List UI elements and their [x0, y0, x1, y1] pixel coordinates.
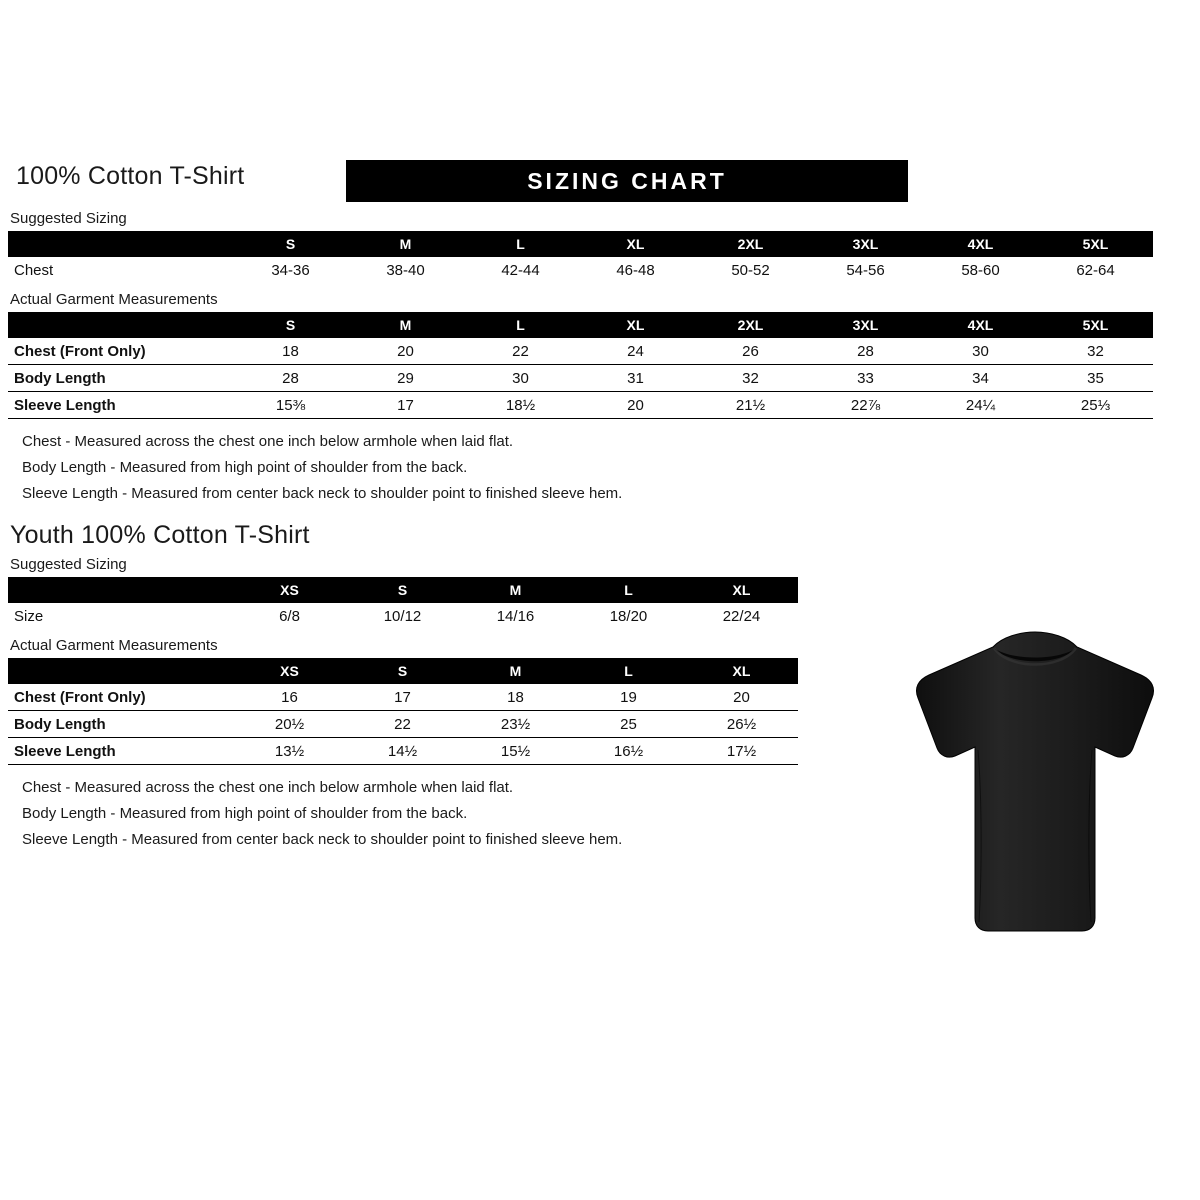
column-header [8, 577, 233, 603]
table-cell: 38-40 [348, 257, 463, 283]
column-header: S [285, 236, 296, 252]
column-header: 3XL [852, 317, 879, 333]
table-header-row [8, 312, 1153, 338]
column-header: XL [626, 317, 645, 333]
table-cell: 34 [923, 365, 1038, 392]
table-cell: 54-56 [808, 257, 923, 283]
table-cell: 58-60 [923, 257, 1038, 283]
sizing-chart-banner [346, 160, 908, 202]
column-header: XL [732, 663, 751, 679]
table-cell: 29 [348, 365, 463, 392]
column-header: L [624, 663, 633, 679]
adult-suggested-sizing-label: Suggested Sizing [10, 210, 127, 227]
table-header-row [8, 231, 1153, 257]
table-cell: 31 [578, 365, 693, 392]
table-cell: 20½ [233, 711, 346, 738]
table-cell: 50-52 [693, 257, 808, 283]
table-cell: 35 [1038, 365, 1153, 392]
table-cell: 18½ [463, 392, 578, 419]
table-cell: 14/16 [459, 603, 572, 629]
note-chest: Chest - Measured across the chest one inch below armhole when laid flat. [22, 433, 514, 450]
tshirt-image [890, 630, 1180, 950]
table-row [8, 738, 798, 765]
table-cell: 33 [808, 365, 923, 392]
table-cell: 46-48 [578, 257, 693, 283]
table-row [8, 392, 1153, 419]
column-header: 3XL [852, 236, 879, 252]
table-cell: 24¼ [923, 392, 1038, 419]
table-cell: 26½ [685, 711, 798, 738]
youth-suggested-sizing-label: Suggested Sizing [10, 556, 127, 573]
note-body-length: Body Length - Measured from high point of shoulder from the back. [22, 459, 468, 476]
row-label: Body Length [8, 365, 233, 392]
table-cell: 30 [923, 338, 1038, 365]
black-tshirt-illustration [890, 630, 1180, 950]
table-row [8, 365, 1153, 392]
table-cell: 23½ [459, 711, 572, 738]
row-label: Chest (Front Only) [8, 338, 233, 365]
table-cell: 32 [1038, 338, 1153, 365]
youth-section-title: Youth 100% Cotton T-Shirt [10, 521, 310, 549]
adult-measurements-label: Actual Garment Measurements [10, 291, 218, 308]
table-cell: 10/12 [346, 603, 459, 629]
column-header: 2XL [737, 317, 764, 333]
column-header: L [624, 582, 633, 598]
table-cell: 20 [348, 338, 463, 365]
table-cell: 15½ [459, 738, 572, 765]
note-body-length: Body Length - Measured from high point of shoulder from the back. [22, 805, 468, 822]
page-title: 100% Cotton T-Shirt [16, 162, 245, 190]
column-header: M [399, 236, 412, 252]
column-header: 5XL [1082, 317, 1109, 333]
column-header: 4XL [967, 317, 994, 333]
youth-suggested-sizing-table [8, 577, 798, 629]
note-sleeve-length: Sleeve Length - Measured from center back neck to shoulder point to finished sleeve hem. [22, 831, 623, 848]
column-header: XL [732, 582, 751, 598]
row-label: Chest [8, 257, 233, 283]
sizing-chart-banner-label: SIZING CHART [527, 168, 727, 194]
table-cell: 42-44 [463, 257, 578, 283]
table-cell: 25⅓ [1038, 392, 1153, 419]
table-cell: 22⅞ [808, 392, 923, 419]
row-label: Size [8, 603, 233, 629]
table-row [8, 711, 798, 738]
note-chest: Chest - Measured across the chest one inch below armhole when laid flat. [22, 779, 514, 796]
table-cell: 22 [463, 338, 578, 365]
table-row [8, 257, 1153, 283]
table-row [8, 603, 798, 629]
table-cell: 18/20 [572, 603, 685, 629]
column-header [8, 658, 233, 684]
youth-measurements-table [8, 658, 798, 765]
column-header: XS [280, 582, 299, 598]
table-cell: 15⅜ [233, 392, 348, 419]
column-header: M [509, 663, 522, 679]
column-header: 5XL [1082, 236, 1109, 252]
table-cell: 6/8 [233, 603, 346, 629]
table-cell: 16 [233, 684, 346, 711]
column-header [8, 312, 233, 338]
column-header [8, 231, 233, 257]
table-cell: 16½ [572, 738, 685, 765]
row-label: Body Length [8, 711, 233, 738]
table-cell: 28 [233, 365, 348, 392]
table-cell: 17½ [685, 738, 798, 765]
table-header-row [8, 577, 798, 603]
adult-notes [8, 433, 1168, 503]
table-cell: 21½ [693, 392, 808, 419]
adult-suggested-sizing-table [8, 231, 1153, 283]
table-cell: 34-36 [233, 257, 348, 283]
column-header: XS [280, 663, 299, 679]
adult-title-row [8, 160, 1168, 204]
column-header: 2XL [737, 236, 764, 252]
column-header: M [399, 317, 412, 333]
column-header: S [285, 317, 296, 333]
table-cell: 20 [685, 684, 798, 711]
table-cell: 62-64 [1038, 257, 1153, 283]
youth-measurements-label: Actual Garment Measurements [10, 637, 218, 654]
column-header: S [397, 663, 408, 679]
table-cell: 18 [233, 338, 348, 365]
column-header: M [509, 582, 522, 598]
table-row [8, 684, 798, 711]
table-cell: 13½ [233, 738, 346, 765]
table-cell: 22 [346, 711, 459, 738]
column-header: S [397, 582, 408, 598]
column-header: L [516, 317, 525, 333]
table-cell: 20 [578, 392, 693, 419]
adult-measurements-table [8, 312, 1153, 419]
row-label: Chest (Front Only) [8, 684, 233, 711]
table-cell: 28 [808, 338, 923, 365]
table-cell: 25 [572, 711, 685, 738]
table-cell: 30 [463, 365, 578, 392]
column-header: L [516, 236, 525, 252]
table-cell: 26 [693, 338, 808, 365]
table-cell: 18 [459, 684, 572, 711]
note-sleeve-length: Sleeve Length - Measured from center back neck to shoulder point to finished sleeve hem. [22, 485, 623, 502]
table-cell: 24 [578, 338, 693, 365]
table-cell: 32 [693, 365, 808, 392]
table-cell: 14½ [346, 738, 459, 765]
column-header: XL [626, 236, 645, 252]
table-cell: 22/24 [685, 603, 798, 629]
row-label: Sleeve Length [8, 738, 233, 765]
table-header-row [8, 658, 798, 684]
table-cell: 19 [572, 684, 685, 711]
table-cell: 17 [348, 392, 463, 419]
table-cell: 17 [346, 684, 459, 711]
table-row [8, 338, 1153, 365]
column-header: 4XL [967, 236, 994, 252]
row-label: Sleeve Length [8, 392, 233, 419]
